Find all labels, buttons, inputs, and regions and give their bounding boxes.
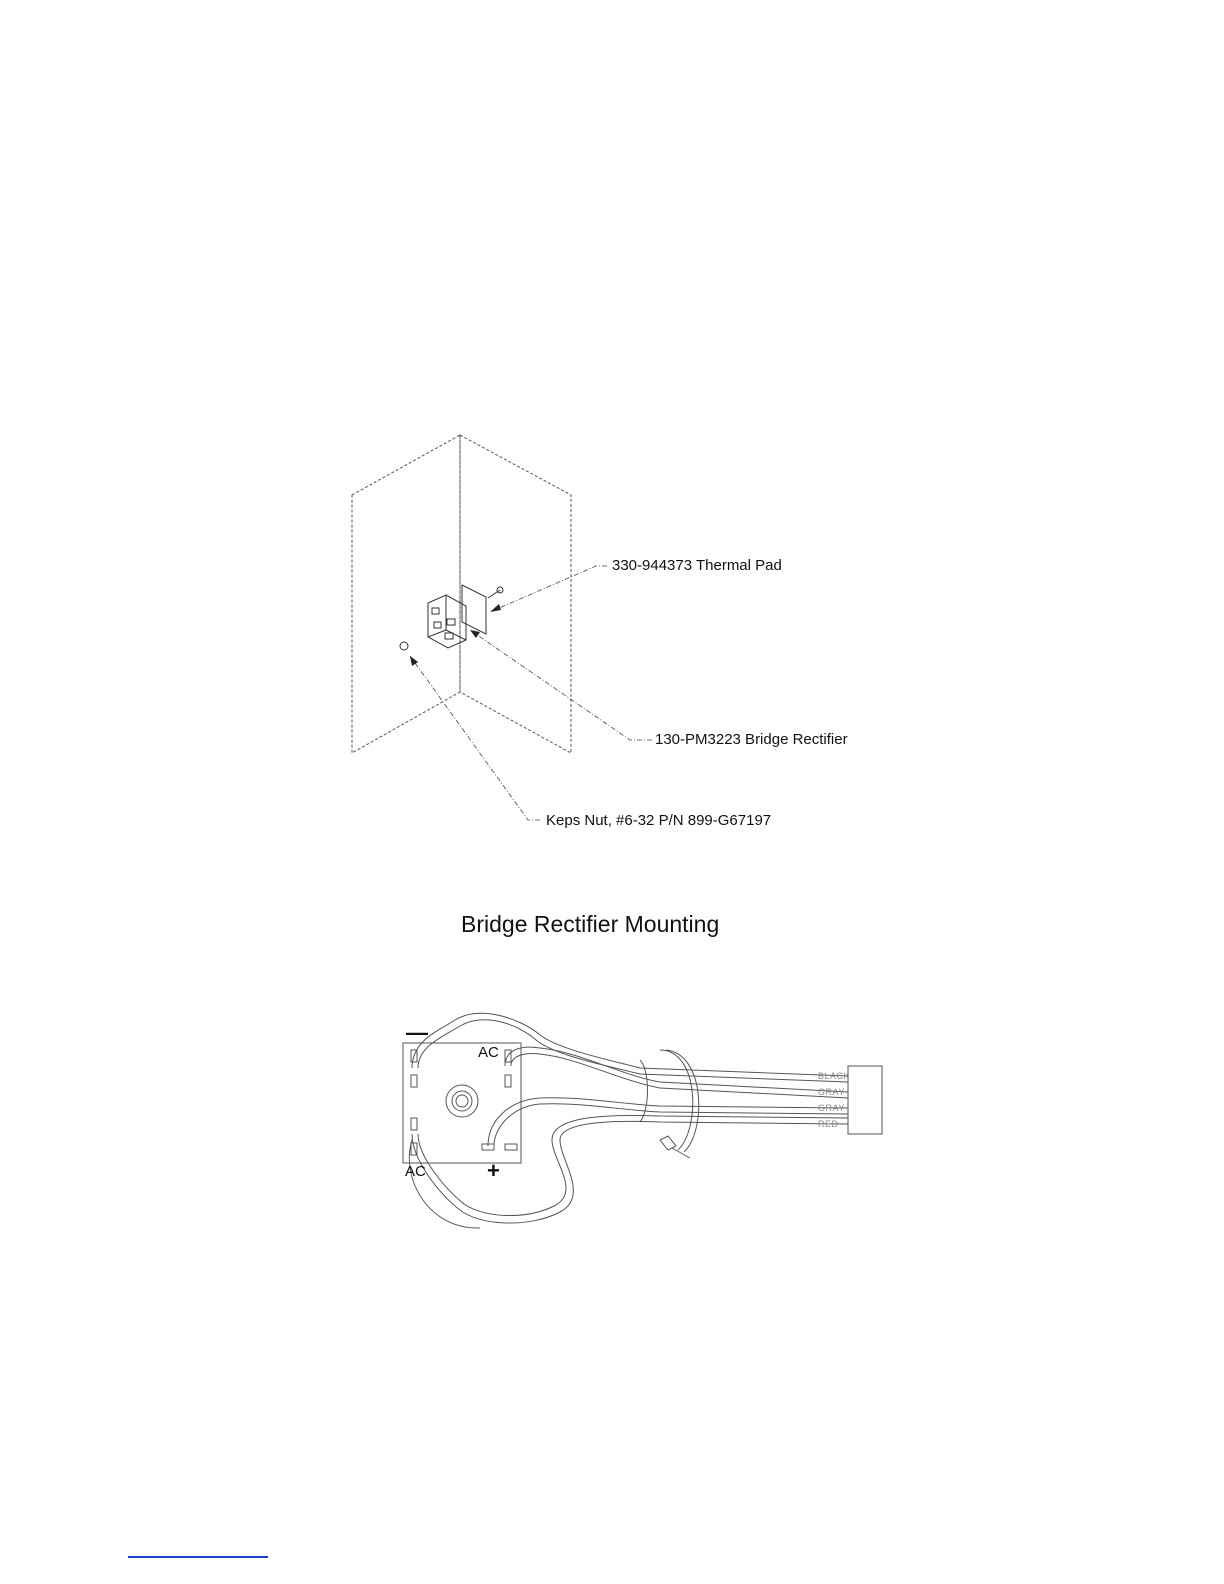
right-panel	[460, 435, 571, 753]
wiring-diagram	[403, 1013, 882, 1228]
footer-rule	[128, 1556, 268, 1558]
rectifier-assembly	[400, 585, 503, 650]
ac-bottom-terminal-label: AC	[405, 1163, 426, 1180]
ac-top-terminal-label: AC	[478, 1044, 499, 1061]
bridge-rectifier-callout: 130-PM3223 Bridge Rectifier	[655, 731, 848, 748]
wire-label-gray-1: GRAY	[818, 1087, 845, 1097]
wire-label-black: BLACK	[818, 1071, 851, 1081]
keps-nut-callout: Keps Nut, #6-32 P/N 899-G67197	[546, 812, 772, 829]
keps-nut-leader	[410, 656, 540, 820]
rectifier-body	[403, 1043, 521, 1163]
diagram-heading: Bridge Rectifier Mounting	[461, 911, 720, 937]
left-panel	[352, 435, 460, 753]
thermal-pad-callout: 330-944373 Thermal Pad	[612, 557, 782, 574]
connector-housing	[848, 1066, 882, 1134]
plus-terminal-label: +	[487, 1158, 500, 1183]
thermal-pad-leader	[490, 566, 607, 612]
wire-label-red: RED	[818, 1119, 839, 1129]
bridge-rectifier-leader	[470, 630, 652, 740]
minus-terminal-label: —	[406, 1020, 428, 1045]
wire-label-gray-2: GRAY	[818, 1103, 845, 1113]
